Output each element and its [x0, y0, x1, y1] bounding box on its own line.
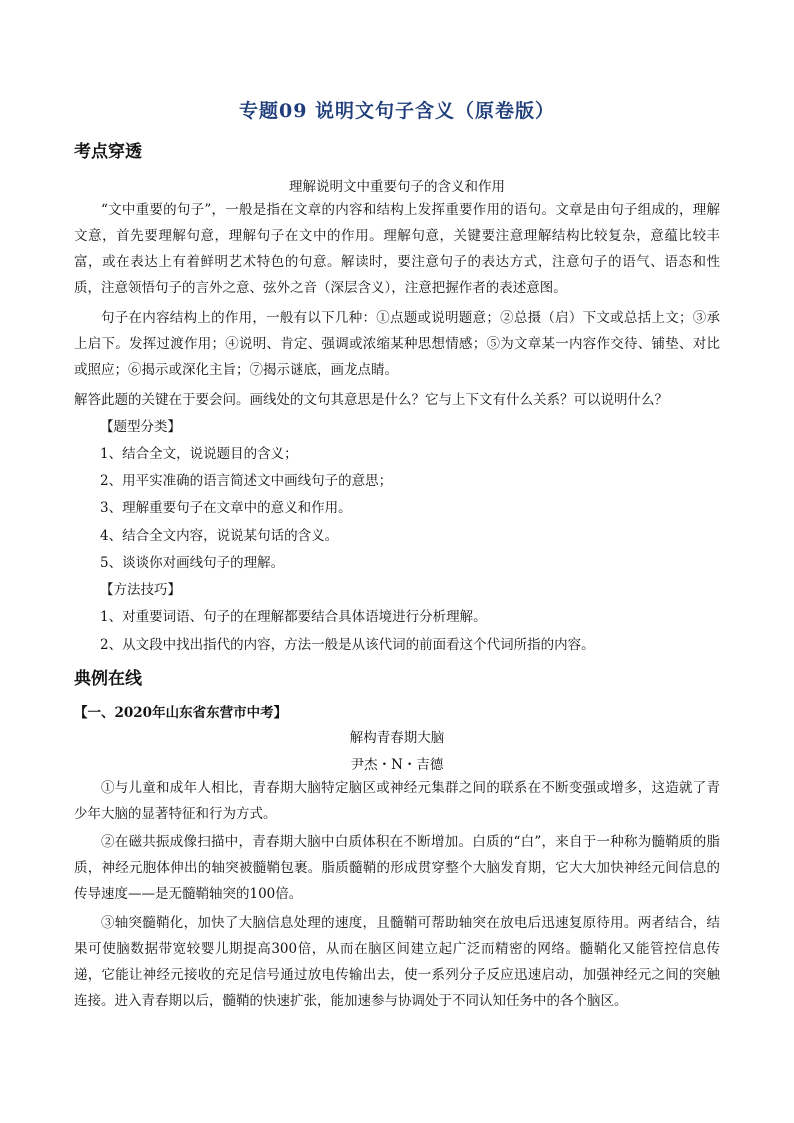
article-author: 尹杰・N・吉德 — [350, 757, 444, 773]
types-heading: 【题型分类】 — [100, 419, 181, 435]
article-title: 解构青春期大脑 — [349, 730, 445, 746]
section-heading-examples: 典例在线 — [74, 669, 142, 689]
article-paragraph-3: ③轴突髓鞘化，加快了大脑信息处理的速度，且髓鞘可帮助轴突在放电后迅速复原待用。两者结合，结果可使脑数据带宽较婴儿期提高300倍，从而在脑区间建立起广泛而精密的网络。髓鞘化又能管控信息传递，它能让神经元接收的充足信号通过放电传输出去，使一系列分子反应迅速启动，加强神经元之间的突触连接。进入青春期以后，髓鞘的快速扩张，能加速参与协调处于不同认知任务中的各个脑区。 — [74, 915, 720, 1009]
article-paragraph-2: ②在磁共振成像扫描中，青春期大脑中白质体积在不断增加。白质的“白”，来自于一种称为髓鞘质的脂质，神经元胞体伸出的轴突被髓鞘包裹。脂质髓鞘的形成贯穿整个大脑发育期，它大大加快神经元间信息的传导速度——是无髓鞘轴突的100倍。 — [74, 834, 720, 902]
type-item-5: 5、谈谈你对画线句子的理解。 — [100, 555, 285, 571]
paragraph-important-sentences: “文中重要的句子”，一般是指在文章的内容和结构上发挥重要作用的语句。文章是由句子组成的，理解文意，首先要理解句意，理解句子在文中的作用。理解句意，关键要注意理解结构比较复杂，意蕴比较丰富，或在表达上有着鲜明艺术特色的句意。解读时，要注意句子的表达方式，注意句子的语气、语态和性质，注意领悟句子的言外之意、弦外之音（深层含义），注意把握作者的表述意图。 — [74, 202, 720, 296]
type-item-2: 2、用平实准确的语言简述文中画线句子的意思； — [100, 473, 393, 489]
article-paragraph-1: ①与儿童和成年人相比，青春期大脑特定脑区或神经元集群之间的联系在不断变强或增多，这造就了青少年大脑的显著特征和行为方式。 — [74, 780, 720, 822]
subtitle-understanding: 理解说明文中重要句子的含义和作用 — [289, 179, 505, 195]
document-title: 专题09 说明文句子含义（原卷版） — [238, 100, 556, 122]
paragraph-answer-key: 解答此题的关键在于要会问。画线处的文句其意思是什么？它与上下文有什么关系？可以说明什么？ — [74, 392, 668, 408]
section-heading-key-points: 考点穿透 — [74, 142, 142, 162]
type-item-4: 4、结合全文内容，说说某句话的含义。 — [100, 528, 339, 544]
type-item-3: 3、理解重要句子在文章中的意义和作用。 — [100, 500, 352, 516]
paragraph-sentence-functions: 句子在内容结构上的作用，一般有以下几种：①点题或说明题意；②总摄（启）下文或总括上文；③承上启下。发挥过渡作用；④说明、肯定、强调或浓缩某种思想情感；⑤为文章某一内容作交待、铺垫、对比或照应；⑥揭示或深化主旨；⑦揭示谜底，画龙点睛。 — [74, 310, 720, 378]
example-source-tag: 【一、2020年山东省东营市中考】 — [74, 705, 288, 721]
type-item-1: 1、结合全文，说说题目的含义； — [100, 446, 298, 462]
methods-heading: 【方法技巧】 — [100, 582, 181, 598]
method-item-1: 1、对重要词语、句子的在理解都要结合具体语境进行分析理解。 — [100, 609, 487, 625]
method-item-2: 2、从文段中找出指代的内容，方法一般是从该代词的前面看这个代词所指的内容。 — [100, 637, 595, 653]
